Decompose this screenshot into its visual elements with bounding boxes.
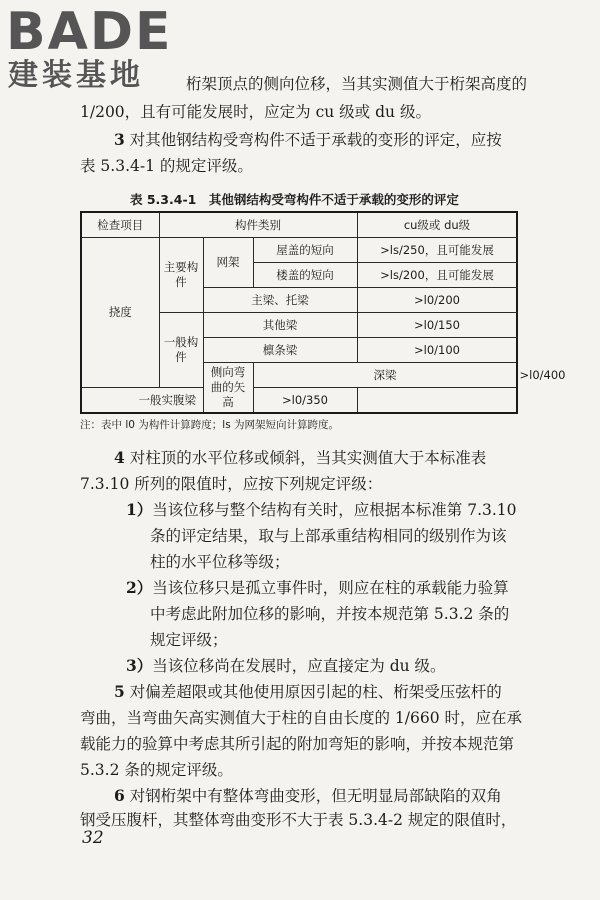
sub-1-text: 当该位移与整个结构有关时，应根据本标准第 7.3.10	[152, 501, 517, 519]
main-member-cell: 主要构件	[159, 238, 203, 313]
item-4-number: 4	[114, 448, 125, 467]
item-5-line-4: 5.3.2 条的规定评级。	[80, 761, 233, 779]
item-4-line-2: 7.3.10 所列的限值时，应按下列规定评级：	[80, 475, 383, 493]
sub-2-number: 2）	[126, 578, 153, 597]
table-caption: 表 5.3.4-1 其他钢结构受弯构件不适于承载的变形的评定	[130, 192, 459, 207]
header-check-item: 检查项目	[81, 212, 159, 238]
item-6-text: 对钢桁架中有整体弯曲变形，但无明显局部缺陷的双角	[129, 787, 502, 805]
header-member-type: 构件类别	[159, 212, 357, 238]
logo-text-cn: 建装基地	[8, 58, 144, 93]
logo	[6, 2, 186, 102]
roof-span-cell: 屋盖的短向	[253, 238, 357, 263]
grid-cell: 网架	[203, 238, 253, 288]
deep-beam-cell: 深梁	[253, 363, 517, 388]
item-3-number: 3	[114, 130, 125, 149]
item-4-sub-3-line-1	[126, 656, 446, 676]
general-member-cell: 一般构件	[159, 313, 203, 388]
item-3-line-1	[114, 130, 502, 150]
item-3-line-2: 表 5.3.4-1 的规定评级。	[80, 157, 253, 175]
main-beam-cell: 主梁、托梁	[203, 288, 357, 313]
item-5-line-2: 弯曲，当弯曲矢高实测值大于柱的自由长度的 1/660 时，应在承	[80, 709, 523, 727]
table-row	[81, 388, 517, 414]
sub-3-number: 3）	[126, 656, 153, 675]
item-4-sub-2-line-2: 中考虑此附加位移的影响，并按本规范第 5.3.2 条的	[150, 605, 510, 623]
item-5-line-1	[114, 682, 502, 702]
sub-2-text: 当该位移只是孤立事件时，则应在柱的承载能力验算	[152, 579, 509, 597]
item-6-line-1	[114, 786, 502, 806]
item-5-number: 5	[114, 682, 125, 701]
purlin-limit-cell: >l0/100	[357, 338, 517, 363]
lateral-cell: 侧向弯曲的矢高	[203, 363, 253, 414]
solid-web-limit-cell: >l0/350	[253, 388, 357, 414]
item-6-line-2: 钢受压腹杆，其整体弯曲变形不大于表 5.3.4-2 规定的限值时，	[80, 811, 517, 829]
item-3-text: 对其他钢结构受弯构件不适于承载的变形的评定，应按	[129, 131, 502, 149]
item-6-number: 6	[114, 786, 125, 805]
logo-text-en: BADE	[6, 2, 173, 62]
item-4-sub-2-line-1	[126, 578, 509, 598]
sub-3-text: 当该位移尚在发展时，应直接定为 du 级。	[152, 657, 446, 675]
floor-span-cell: 楼盖的短向	[253, 263, 357, 288]
item-4-sub-1-line-1	[126, 500, 517, 520]
item-5-line-3: 载能力的验算中考虑其所引起的附加弯矩的影响，并按本规范第	[80, 735, 515, 753]
item-4-sub-1-line-2: 条的评定结果，取与上部承重结构相同的级别作为该	[150, 527, 507, 545]
page-number: 32	[82, 828, 104, 848]
main-beam-limit-cell: >l0/200	[357, 288, 517, 313]
top-line-2: 1/200，且有可能发展时，应定为 cu 级或 du 级。	[80, 103, 431, 121]
purlin-cell: 檩条梁	[203, 338, 357, 363]
table-row: 侧向弯曲的矢高 深梁 >l0/400	[81, 363, 517, 388]
roof-limit-cell: >ls/250，且可能发展	[357, 238, 517, 263]
header-grade: cu级或 du级	[357, 212, 517, 238]
item-4-sub-1-line-3: 柱的水平位移等级；	[150, 553, 290, 571]
sub-1-number: 1）	[126, 500, 153, 519]
item-4-line-1	[114, 448, 486, 468]
deformation-table	[80, 211, 566, 414]
solid-web-cell: 一般实腹梁	[81, 388, 253, 414]
floor-limit-cell: >ls/200，且可能发展	[357, 263, 517, 288]
table-note: 注：表中 l0 为构件计算跨度；ls 为网架短向计算跨度。	[80, 419, 339, 431]
item-5-text: 对偏差超限或其他使用原因引起的柱、桁架受压弦杆的	[129, 683, 502, 701]
table-row	[81, 238, 517, 263]
other-beam-limit-cell: >l0/150	[357, 313, 517, 338]
top-line-1: 桁架顶点的侧向位移，当其实测值大于桁架高度的	[186, 75, 528, 93]
deflection-cell: 挠度	[81, 238, 159, 388]
item-4-sub-2-line-3: 规定评级；	[150, 631, 228, 649]
other-beam-cell: 其他梁	[203, 313, 357, 338]
table-header-row	[81, 212, 517, 238]
item-4-text: 对柱顶的水平位移或倾斜，当其实测值大于本标准表	[129, 449, 487, 467]
